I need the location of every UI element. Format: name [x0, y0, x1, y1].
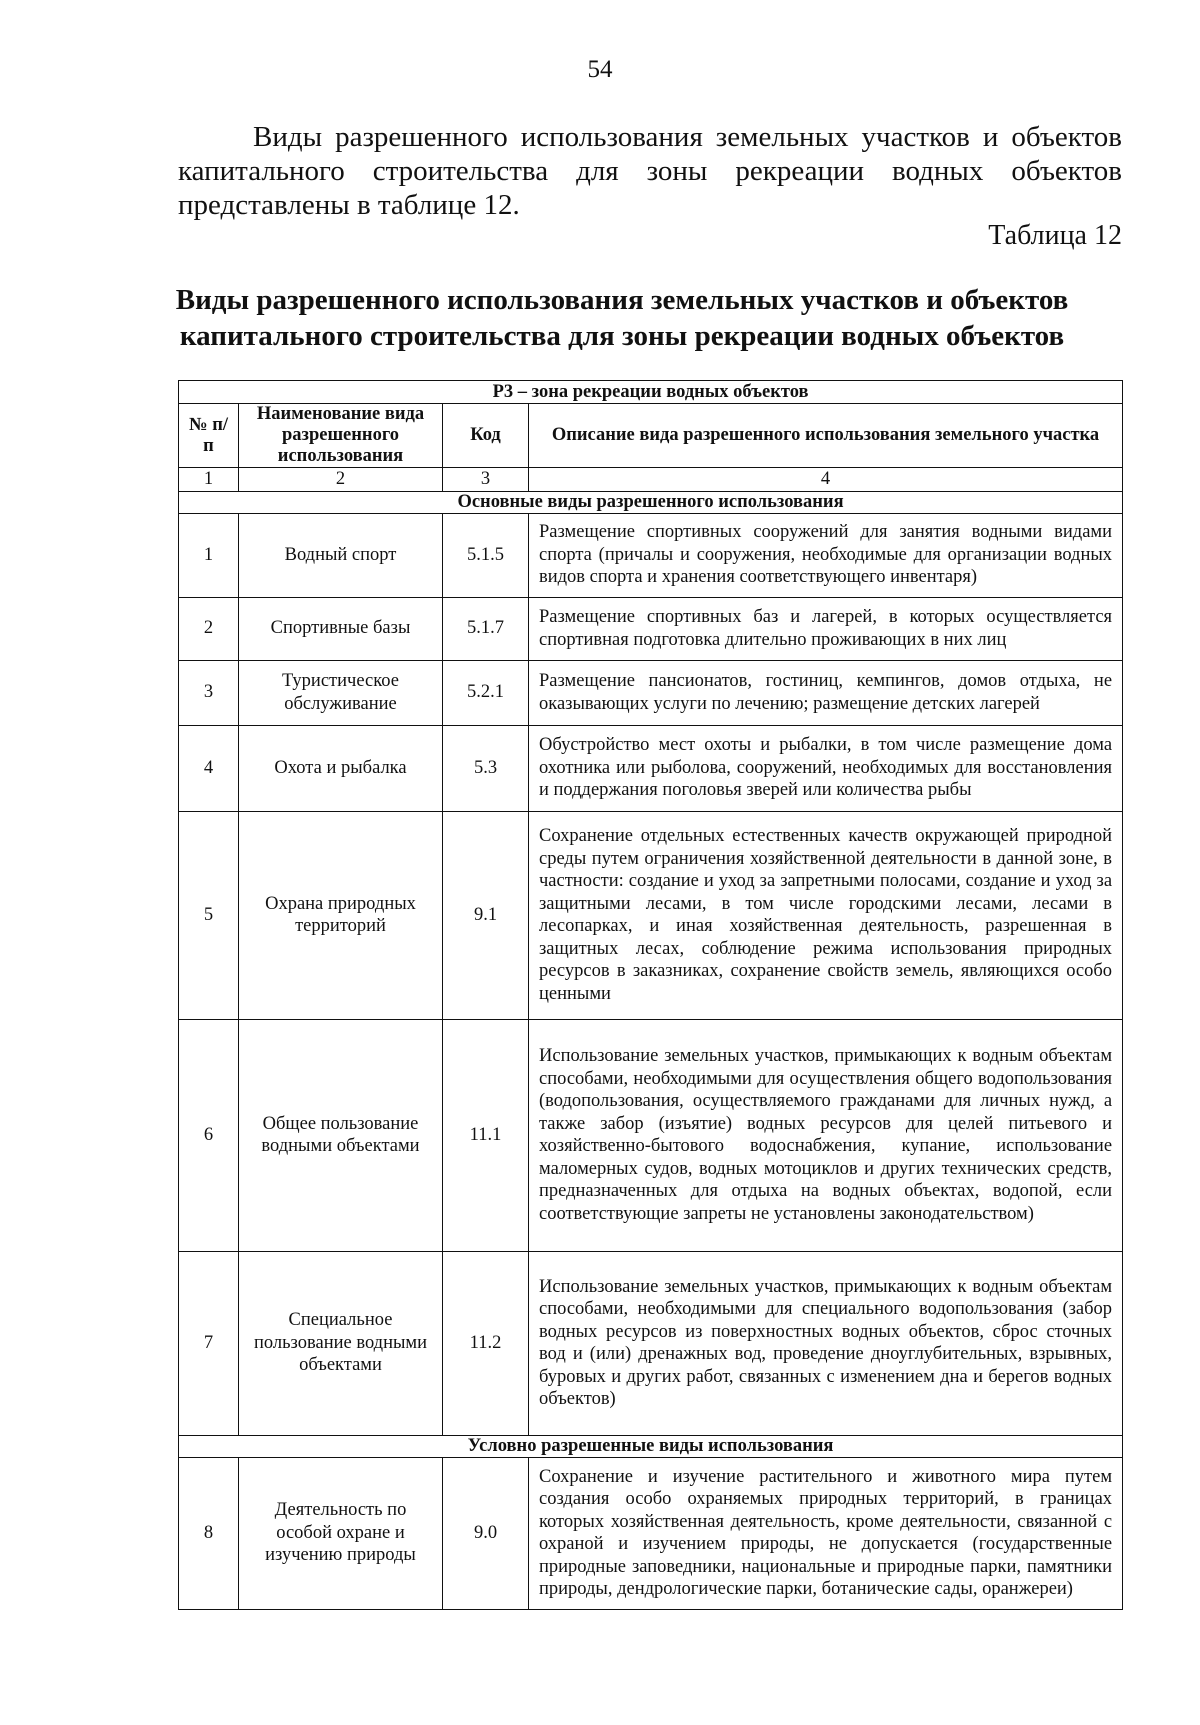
header-desc: Описание вида разрешенного использования земельного участка: [529, 404, 1123, 468]
page-number: 54: [587, 56, 613, 83]
use-description: Сохранение отдельных естественных качеств окружающей природной среды путем ограничения хозяйственной деятельности в данной зоне, в частности: создание и уход за запретными полосами, создание и уход за защитными лесами, в том числе городскими лесами, лесами в лесопарках, и иная хозяйственная деятельность, разрешенная в защитных лесах, соблюдение режима использования природных ресурсов в заказниках, сохранение свойств земель, являющихся особо ценными: [529, 811, 1123, 1019]
use-code: 5.1.5: [443, 513, 529, 597]
row-number: 5: [179, 811, 239, 1019]
row-number: 4: [179, 725, 239, 811]
use-code: 11.1: [443, 1019, 529, 1251]
column-number: 3: [443, 468, 529, 492]
use-name: Охота и рыбалка: [239, 725, 443, 811]
table-row: [179, 725, 1123, 811]
permitted-use-table: [178, 380, 1123, 1610]
use-description: Использование земельных участков, примыкающих к водным объектам способами, необходимыми для специального водопользования (забор водных ресурсов из поверхностных водных объектов, сброс сточных вод и (или) дренажных вод, проведение дноуглубительных, взрывных, буровых и других работ, связанных с изменением дна и берегов водных объектов): [529, 1251, 1123, 1435]
use-code: 9.0: [443, 1457, 529, 1609]
use-name: Охрана природных территорий: [239, 811, 443, 1019]
use-name: Туристическое обслуживание: [239, 660, 443, 725]
column-number: 2: [239, 468, 443, 492]
use-name: Специальное пользование водными объектами: [239, 1251, 443, 1435]
table-label: Таблица 12: [988, 220, 1122, 251]
use-description: Сохранение и изучение растительного и животного мира путем создания особо охраняемых природных территорий, в границах которых хозяйственная деятельность, кроме деятельности, связанной с охраной и изучением природы, не допускается (государственные природные заповедники, национальные и природные парки, памятники природы, дендрологические парки, ботанические сады, оранжереи): [529, 1457, 1123, 1609]
use-description: Обустройство мест охоты и рыбалки, в том числе размещение дома охотника или рыболова, сооружений, необходимых для восстановления и поддержания поголовья зверей или количества рыбы: [529, 725, 1123, 811]
row-number: 7: [179, 1251, 239, 1435]
use-name: Спортивные базы: [239, 597, 443, 660]
section-header-conditional: Условно разрешенные виды использования: [179, 1435, 1123, 1457]
table-row: [179, 1251, 1123, 1435]
column-number: 1: [179, 468, 239, 492]
table-row: [179, 811, 1123, 1019]
use-code: 5.2.1: [443, 660, 529, 725]
table-row: [179, 597, 1123, 660]
column-number: 4: [529, 468, 1123, 492]
use-name: Общее пользование водными объектами: [239, 1019, 443, 1251]
use-description: Использование земельных участков, примыкающих к водным объектам способами, необходимыми для осуществления общего водопользования (водопользования, осуществляемого гражданами для личных нужд, а также забор (изъятие) водных ресурсов для целей питьевого и хозяйственно-бытового водоснабжения, купание, использование маломерных судов, водных мотоциклов и других технических средств, предназначенных для отдыха на водных объектах, водопой, если соответствующие запреты не установлены законодательством): [529, 1019, 1123, 1251]
header-name: Наименование вида разрешенного использования: [239, 404, 443, 468]
row-number: 3: [179, 660, 239, 725]
row-number: 6: [179, 1019, 239, 1251]
use-description: Размещение спортивных баз и лагерей, в которых осуществляется спортивная подготовка длительно проживающих в них лиц: [529, 597, 1123, 660]
header-code: Код: [443, 404, 529, 468]
table-title: Виды разрешенного использования земельных участков и объектов капитального строительства для зоны рекреации водных объектов: [175, 284, 1069, 352]
row-number: 1: [179, 513, 239, 597]
zone-header: Р3 – зона рекреации водных объектов: [179, 381, 1123, 404]
row-number: 2: [179, 597, 239, 660]
table-row: [179, 660, 1123, 725]
use-code: 5.3: [443, 725, 529, 811]
table-row: [179, 513, 1123, 597]
header-num: № п/п: [179, 404, 239, 468]
table-row: [179, 1019, 1123, 1251]
use-code: 9.1: [443, 811, 529, 1019]
use-name: Водный спорт: [239, 513, 443, 597]
intro-paragraph: Виды разрешенного использования земельных участков и объектов капитального строительства для зоны рекреации водных объектов представлены в таблице 12.: [178, 121, 1122, 221]
use-code: 11.2: [443, 1251, 529, 1435]
use-description: Размещение спортивных сооружений для занятия водными видами спорта (причалы и сооружения, необходимые для организации водных видов спорта и хранения соответствующего инвентаря): [529, 513, 1123, 597]
row-number: 8: [179, 1457, 239, 1609]
use-code: 5.1.7: [443, 597, 529, 660]
section-header-main: Основные виды разрешенного использования: [179, 491, 1123, 513]
use-name: Деятельность по особой охране и изучению природы: [239, 1457, 443, 1609]
use-description: Размещение пансионатов, гостиниц, кемпингов, домов отдыха, не оказывающих услуги по лечению; размещение детских лагерей: [529, 660, 1123, 725]
table-row: [179, 1457, 1123, 1609]
